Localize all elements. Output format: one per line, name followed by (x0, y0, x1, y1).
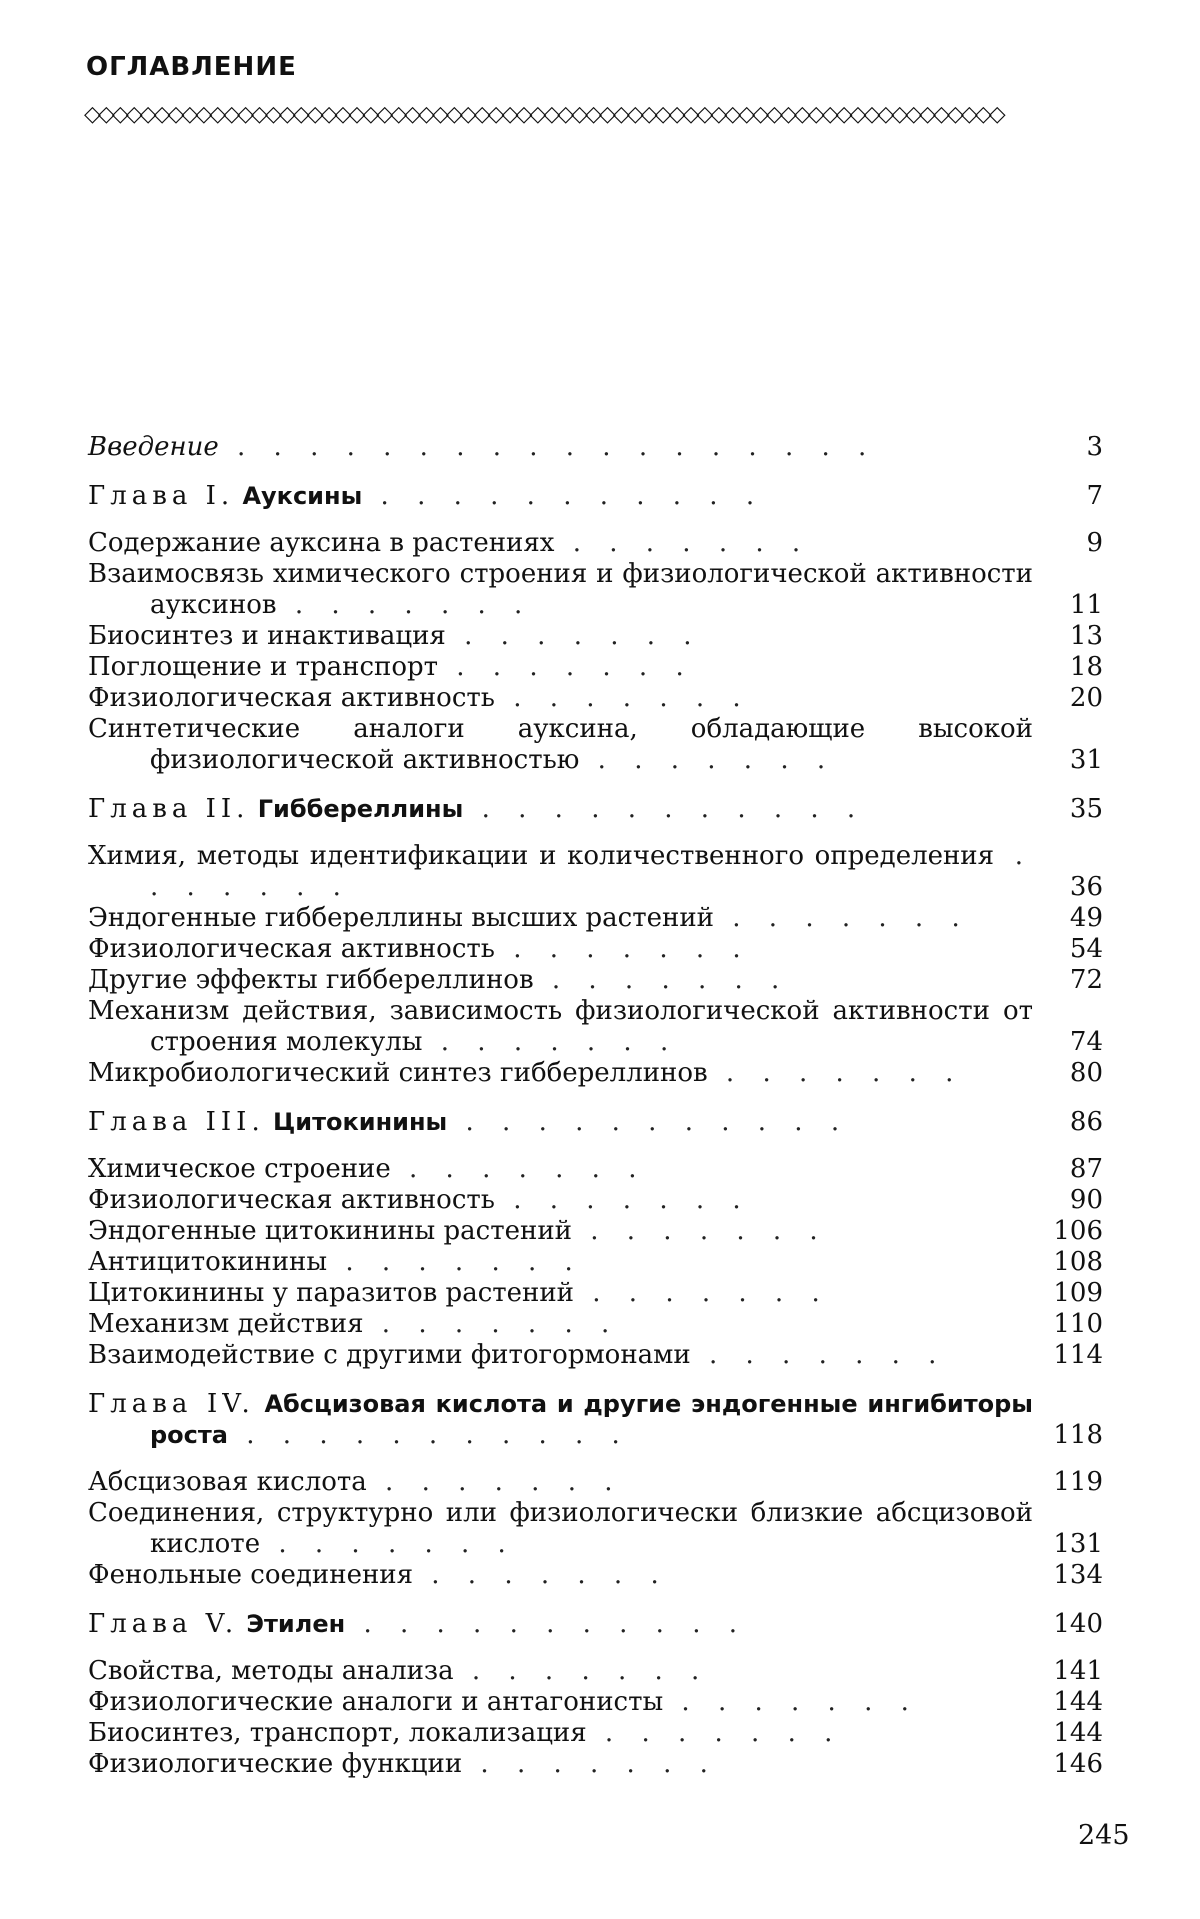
toc-entry-title: Механизм действия (88, 1309, 364, 1339)
toc-entry-title: Взаимосвязь химического строения и физиологической активности ауксинов (88, 559, 1033, 620)
toc-page-number: 7 (1086, 481, 1103, 511)
toc-page-number: 80 (1069, 1058, 1103, 1088)
table-of-contents (88, 432, 1103, 1780)
toc-entry-title: Взаимодействие с другими фитогормонами (88, 1340, 691, 1370)
toc-entry: Другие эффекты гиббереллинов . . . . . . . 72 (88, 965, 1103, 995)
toc-entry-title: Другие эффекты гиббереллинов (88, 965, 534, 995)
toc-page-number: 86 (1069, 1107, 1103, 1137)
toc-entry-title: Эндогенные цитокинины растений (88, 1216, 572, 1246)
toc-entry-title: Антицитокинины (88, 1247, 328, 1277)
toc-entry-title: Химическое строение (88, 1154, 391, 1184)
toc-page-number: 3 (1086, 432, 1103, 462)
toc-entry: Цитокинины у паразитов растений . . . . . . . 109 (88, 1278, 1103, 1308)
toc-entry: Эндогенные гиббереллины высших растений . . . . . . . 49 (88, 903, 1103, 933)
toc-entry-title: Биосинтез, транспорт, локализация (88, 1718, 587, 1748)
toc-entry: Содержание ауксина в растениях . . . . . . . 9 (88, 528, 1103, 558)
toc-page-number: 118 (1053, 1420, 1103, 1450)
chapter-label: Глава III. (88, 1107, 265, 1137)
toc-entry: Химия, методы идентификации и количественного определения . . . . . . . 36 (88, 841, 1103, 902)
toc-entry-title: Содержание ауксина в растениях (88, 528, 555, 558)
toc-entry-title: Эндогенные гиббереллины высших растений (88, 903, 715, 933)
toc-entry: Поглощение и транспорт . . . . . . . 18 (88, 652, 1103, 682)
toc-entry: Соединения, структурно или физиологически близкие абсцизовой кислоте . . . . . . . 131 (88, 1498, 1103, 1559)
toc-entry-title: Введение (88, 432, 219, 462)
toc-entry-title: Синтетические аналоги ауксина, обладающие высокой физиологической активностью (88, 714, 1033, 775)
toc-page-number: 74 (1069, 1027, 1103, 1057)
toc-page-number: 49 (1069, 903, 1103, 933)
toc-page-number: 9 (1086, 528, 1103, 558)
toc-entry: Биосинтез и инактивация . . . . . . . 13 (88, 621, 1103, 651)
toc-entry: Химическое строение . . . . . . . 87 (88, 1154, 1103, 1184)
toc-entry: Свойства, методы анализа . . . . . . . 141 (88, 1656, 1103, 1686)
toc-page-number: 87 (1069, 1154, 1103, 1184)
toc-page-number: 110 (1053, 1309, 1103, 1339)
toc-entry-title: Механизм действия, зависимость физиологической активности от строения молекулы (88, 996, 1033, 1057)
toc-entry: Механизм действия . . . . . . . 110 (88, 1309, 1103, 1339)
toc-page-number: 54 (1069, 934, 1103, 964)
toc-page-number: 131 (1053, 1529, 1103, 1559)
toc-entry: Эндогенные цитокинины растений . . . . . . . 106 (88, 1216, 1103, 1246)
toc-entry-title: Биосинтез и инактивация (88, 621, 446, 651)
toc-chapter: Глава III. Цитокинины . . . . . . . . . . . 86 (88, 1107, 1103, 1137)
toc-page-number: 11 (1069, 590, 1103, 620)
chapter-name: Ауксины (242, 482, 363, 510)
toc-page-number: 144 (1053, 1687, 1103, 1717)
toc-page-number: 144 (1053, 1718, 1103, 1748)
toc-page-number: 31 (1069, 745, 1103, 775)
page-number: 245 (1078, 1820, 1130, 1851)
chapter-name: Гиббереллины (257, 795, 464, 823)
toc-chapter: Глава IV. Абсцизовая кислота и другие эндогенные ингибиторы роста . . . . . . . . . . . 118 (88, 1389, 1103, 1450)
toc-page-number: 109 (1053, 1278, 1103, 1308)
toc-chapter: Глава I. Ауксины . . . . . . . . . . . 7 (88, 481, 1103, 511)
toc-entry-title: Физиологическая активность (88, 934, 495, 964)
toc-entry: Взаимосвязь химического строения и физиологической активности ауксинов . . . . . . . 11 (88, 559, 1103, 620)
toc-entry: Фенольные соединения . . . . . . . 134 (88, 1560, 1103, 1590)
toc-entry-title: Физиологические аналоги и антагонисты (88, 1687, 664, 1717)
toc-page-number: 35 (1069, 794, 1103, 824)
toc-page-number: 106 (1053, 1216, 1103, 1246)
toc-entry-title: Физиологические функции (88, 1749, 463, 1779)
toc-entry: Микробиологический синтез гиббереллинов . . . . . . . 80 (88, 1058, 1103, 1088)
ornament-border: ◇◇◇◇◇◇◇◇◇◇◇◇◇◇◇◇◇◇◇◇◇◇◇◇◇◇◇◇◇◇◇◇◇◇◇◇◇◇◇◇◇◇◇◇◇◇◇◇◇◇◇◇◇◇◇◇◇◇◇◇◇◇◇◇◇◇ (84, 102, 1003, 127)
toc-entry-intro: Введение . . . . . . . . . . . . . . . . . . 3 (88, 432, 1103, 462)
toc-page-number: 141 (1053, 1656, 1103, 1686)
chapter-label: Глава I. (88, 481, 235, 511)
chapter-name: Цитокинины (272, 1108, 448, 1136)
toc-entry: Механизм действия, зависимость физиологической активности от строения молекулы . . . . . . . 74 (88, 996, 1103, 1057)
toc-page-number: 36 (1069, 872, 1103, 902)
toc-entry: Физиологические функции . . . . . . . 146 (88, 1749, 1103, 1779)
toc-entry: Физиологическая активность . . . . . . . 20 (88, 683, 1103, 713)
toc-entry: Физиологические аналоги и антагонисты . . . . . . . 144 (88, 1687, 1103, 1717)
toc-page-number: 72 (1069, 965, 1103, 995)
chapter-label: Глава V. (88, 1609, 239, 1639)
toc-page-number: 134 (1053, 1560, 1103, 1590)
toc-entry-title: Физиологическая активность (88, 683, 495, 713)
toc-entry-title: Химия, методы идентификации и количественного определения (88, 841, 995, 871)
toc-entry-title: Фенольные соединения (88, 1560, 414, 1590)
chapter-label: Глава IV. (88, 1389, 255, 1419)
chapter-label: Глава II. (88, 794, 250, 824)
chapter-name: Этилен (246, 1610, 346, 1638)
toc-entry: Синтетические аналоги ауксина, обладающие высокой физиологической активностью . . . . . . . 31 (88, 714, 1103, 775)
toc-page-number: 114 (1053, 1340, 1103, 1370)
toc-chapters (88, 481, 1103, 1780)
toc-entry-title: Физиологическая активность (88, 1185, 495, 1215)
toc-entry: Биосинтез, транспорт, локализация . . . . . . . 144 (88, 1718, 1103, 1748)
toc-entry: Антицитокинины . . . . . . . 108 (88, 1247, 1103, 1277)
toc-entry-title: Микробиологический синтез гиббереллинов (88, 1058, 708, 1088)
toc-page-number: 90 (1069, 1185, 1103, 1215)
toc-entry: Взаимодействие с другими фитогормонами . . . . . . . 114 (88, 1340, 1103, 1370)
toc-chapter: Глава II. Гиббереллины . . . . . . . . . . . 35 (88, 794, 1103, 824)
toc-page-number: 140 (1053, 1609, 1103, 1639)
toc-entry-title: Цитокинины у паразитов растений (88, 1278, 575, 1308)
toc-entry-title: Соединения, структурно или физиологически близкие абсцизовой кислоте (88, 1498, 1033, 1559)
toc-page-number: 20 (1069, 683, 1103, 713)
toc-entry: Абсцизовая кислота . . . . . . . 119 (88, 1467, 1103, 1497)
toc-page-number: 146 (1053, 1749, 1103, 1779)
chapter-name: Абсцизовая кислота и другие эндогенные ингибиторы роста (150, 1390, 1034, 1449)
toc-page-number: 108 (1053, 1247, 1103, 1277)
toc-page-number: 119 (1053, 1467, 1103, 1497)
toc-page-number: 18 (1069, 652, 1103, 682)
toc-entry-title: Поглощение и транспорт (88, 652, 439, 682)
toc-page-number: 13 (1069, 621, 1103, 651)
toc-chapter: Глава V. Этилен . . . . . . . . . . . 140 (88, 1609, 1103, 1639)
toc-entry: Физиологическая активность . . . . . . . 54 (88, 934, 1103, 964)
toc-entry-title: Абсцизовая кислота (88, 1467, 367, 1497)
toc-entry-title: Свойства, методы анализа (88, 1656, 454, 1686)
page-title: ОГЛАВЛЕНИЕ (86, 52, 297, 82)
toc-entry: Физиологическая активность . . . . . . . 90 (88, 1185, 1103, 1215)
